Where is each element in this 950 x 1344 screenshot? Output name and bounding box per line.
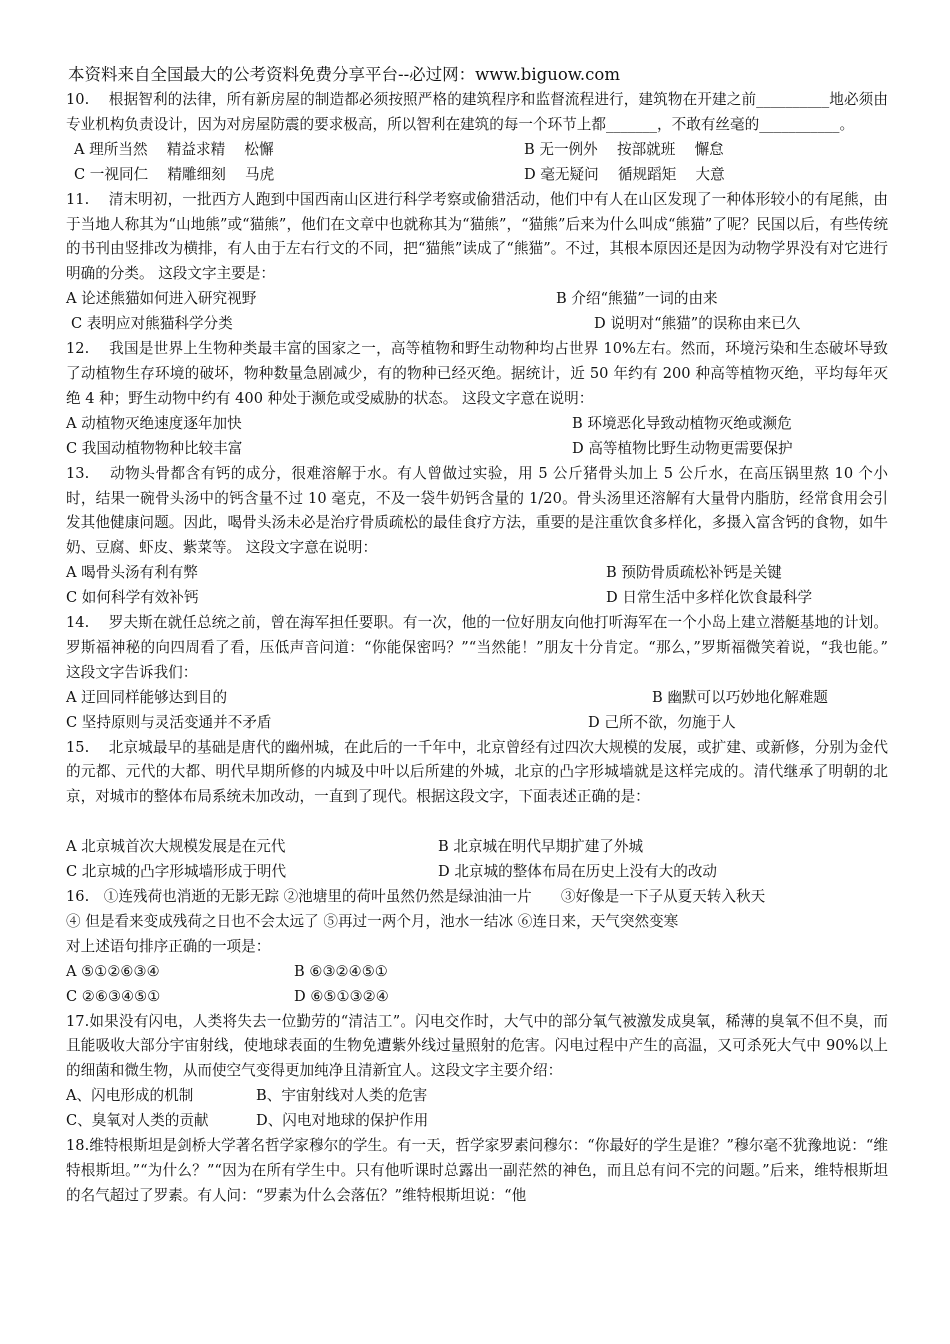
option-row — [66, 1084, 888, 1109]
option-row — [66, 312, 888, 337]
option-d: D 日常生活中多样化饮食最科学 — [606, 589, 813, 607]
question-15 — [66, 736, 888, 885]
question-text: 14. 罗夫斯在就任总统之前，曾在海军担任要职。有一次，他的一位好朋友向他打听海军在一个小岛上建立潜艇基地的计划。罗斯福神秘的向四周看了看，压低声音问道：“你能保密吗？”“当然能！”朋友十分肯定。“那么，”罗斯福微笑着说，“我也能。” 这段文字告诉我们： — [66, 614, 888, 681]
option-d: D 毫无疑问 循规蹈矩 大意 — [524, 165, 725, 183]
question-12 — [66, 337, 888, 462]
option-c: C 如何科学有效补钙 — [66, 589, 199, 607]
source-header: 本资料来自全国最大的公考资料免费分享平台--必过网：www.biguow.com — [68, 65, 621, 84]
option-a: A、闪电形成的机制 — [66, 1087, 194, 1105]
question-text: 10. 根据智利的法律，所有新房屋的制造都必须按照严格的建筑程序和监督流程进行，建筑物在开建之前__________地必须由专业机构负责设计，因为对房屋防震的要求极高，所以智利在建筑的每一个环节上都_______，不敢有丝毫的___________。 — [66, 91, 888, 133]
option-row — [66, 985, 888, 1010]
question-17 — [66, 1010, 888, 1135]
option-c: C 一视同仁 精雕细刻 马虎 — [74, 165, 275, 183]
option-c: C 北京城的凸字形城墙形成于明代 — [66, 863, 287, 881]
option-d: D 己所不欲，勿施于人 — [588, 713, 736, 731]
option-a: A 迂回同样能够达到目的 — [66, 688, 228, 706]
question-text: ④ 但是看来变成残荷之日也不会太远了 ⑤再过一两个月，池水一结冰 ⑥连日来，天气突然变寒 — [66, 912, 679, 930]
option-d: D ⑥⑤①③②④ — [294, 987, 389, 1005]
question-16 — [66, 885, 888, 1010]
blank-line — [66, 810, 888, 835]
option-row — [66, 561, 888, 586]
option-c: C 表明应对熊猫科学分类 — [71, 315, 233, 333]
option-row — [66, 287, 888, 312]
option-d: D 说明对“熊猫”的误称由来已久 — [594, 315, 801, 333]
option-row — [66, 437, 888, 462]
option-c: C 坚持原则与灵活变通并不矛盾 — [66, 713, 272, 731]
question-text: 16. ①连残荷也消逝的无影无踪 ②池塘里的荷叶虽然仍然是绿油油一片 ③好像是一下子从夏天转入秋天 — [66, 887, 766, 905]
option-b: B 介绍“熊猫”一词的由来 — [556, 290, 718, 308]
option-d: D 北京城的整体布局在历史上没有大的改动 — [438, 863, 718, 881]
question-18 — [66, 1134, 888, 1209]
option-a: A ⑤①②⑥③④ — [66, 962, 160, 980]
option-a: A 喝骨头汤有利有弊 — [66, 564, 198, 582]
option-a: A 北京城首次大规模发展是在元代 — [66, 838, 286, 856]
question-prompt: 对上述语句排序正确的一项是： — [66, 937, 271, 955]
question-text: 18.维特根斯坦是剑桥大学著名哲学家穆尔的学生。有一天，哲学家罗素问穆尔：“你最好的学生是谁？”穆尔毫不犹豫地说：“维特根斯坦。”“为什么？”“因为在所有学生中。只有他听课时总露出一副茫然的神色，而且总有问不完的问题。”后来，维特根斯坦的名气超过了罗素。有人问：“罗素为什么会落伍？”维特根斯坦说：“他 — [66, 1137, 888, 1204]
option-b: B 预防骨质疏松补钙是关键 — [606, 564, 782, 582]
option-d: D、闪电对地球的保护作用 — [256, 1112, 429, 1130]
option-row — [66, 711, 888, 736]
question-text: 13. 动物头骨都含有钙的成分，很难溶解于水。有人曾做过实验，用 5 公斤猪骨头加上 5 公斤水，在高压锅里熬 10 个小时，结果一碗骨头汤中的钙含量不过 10 毫克，不及一袋牛奶钙含量的 1/20。骨头汤里还溶解有大量骨内脂肪，经常食用会引发其他健康问题。因此，喝骨头汤未必是治疗骨质疏松的最佳食疗方法，重要的是注重饮食多样化，多摄入富含钙的食物，如牛奶、豆腐、虾皮、紫菜等。 这段文字意在说明： — [66, 464, 888, 557]
option-row — [66, 163, 888, 188]
option-b: B 环境恶化导致动植物灭绝或濒危 — [572, 414, 792, 432]
option-b: B ⑥③②④⑤① — [294, 962, 388, 980]
option-row — [66, 835, 888, 860]
option-row — [66, 686, 888, 711]
document-page — [66, 62, 888, 1209]
option-row — [66, 1109, 888, 1134]
option-c: C、臭氧对人类的贡献 — [66, 1112, 209, 1130]
option-d: D 高等植物比野生动物更需要保护 — [572, 439, 793, 457]
option-c: C ②⑥③④⑤① — [66, 987, 161, 1005]
option-b: B 北京城在明代早期扩建了外城 — [438, 838, 644, 856]
option-row — [66, 860, 888, 885]
option-b: B、宇宙射线对人类的危害 — [256, 1087, 428, 1105]
option-b: B 无一例外 按部就班 懈怠 — [524, 140, 724, 158]
option-a: A 理所当然 精益求精 松懈 — [74, 140, 274, 158]
question-14 — [66, 611, 888, 736]
option-row — [66, 412, 888, 437]
option-a: A 动植物灭绝速度逐年加快 — [66, 414, 242, 432]
option-row — [66, 960, 888, 985]
question-text: 12. 我国是世界上生物种类最丰富的国家之一，高等植物和野生动物种均占世界 10%左右。然而，环境污染和生态破坏导致了动植物生存环境的破坏，物种数量急剧减少，有的物种已经灭绝。据统计，近 50 年约有 200 种高等植物灭绝，平均每年灭绝 4 种；野生动物中约有 400 种处于濒危或受威胁的状态。 这段文字意在说明： — [66, 340, 888, 407]
question-11 — [66, 188, 888, 337]
option-c: C 我国动植物物种比较丰富 — [66, 439, 243, 457]
question-text: 15. 北京城最早的基础是唐代的幽州城，在此后的一千年中，北京曾经有过四次大规模的发展，或扩建、或新修，分别为金代的元都、元代的大都、明代早期所修的内城及中叶以后所建的外城，北京的凸字形城墙就是这样完成的。清代继承了明朝的北京，对城市的整体布局系统未加改动，一直到了现代。根据这段文字，下面表述正确的是： — [66, 738, 888, 806]
option-row — [66, 586, 888, 611]
question-text: 11. 清末明初，一批西方人跑到中国西南山区进行科学考察或偷猎活动，他们中有人在山区发现了一种体形较小的有尾熊，由于当地人称其为“山地熊”或“猫熊”，他们在文章中也就称其为“猫熊”，“猫熊”后来为什么叫成“熊猫”了呢？民国以后，有些传统的书刊由竖排改为横排，有人由于左右行文的不同，把“猫熊”读成了“熊猫”。不过，其根本原因还是因为动物学界没有对它进行明确的分类。 这段文字主要是： — [66, 190, 888, 283]
option-row — [66, 138, 888, 163]
question-13 — [66, 462, 888, 611]
option-a: A 论述熊猫如何进入研究视野 — [66, 290, 257, 308]
question-10 — [66, 88, 888, 188]
option-b: B 幽默可以巧妙地化解难题 — [652, 688, 828, 706]
question-text: 17.如果没有闪电，人类将失去一位勤劳的“清洁工”。闪电交作时，大气中的部分氧气被激发成臭氧，稀薄的臭氧不但不臭，而且能吸收大部分宇宙射线，使地球表面的生物免遭紫外线过量照射的危害。闪电过程中产生的高温，又可杀死大气中 90%以上的细菌和微生物，从而使空气变得更加纯净且清新宜人。这段文字主要介绍： — [66, 1012, 888, 1080]
